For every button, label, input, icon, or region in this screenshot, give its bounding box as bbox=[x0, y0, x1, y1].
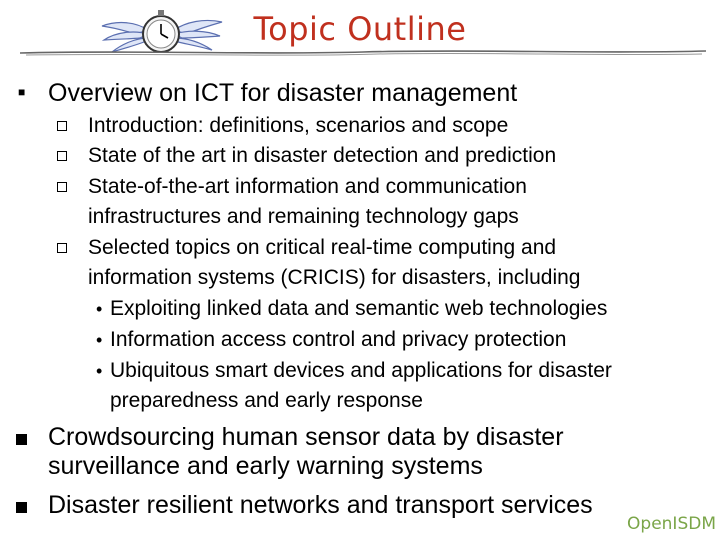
level2-item bbox=[88, 111, 688, 141]
level3-line: Information access control and privacy protection bbox=[110, 328, 567, 351]
dot-bullet-icon: • bbox=[96, 330, 103, 350]
level2-line: State of the art in disaster detection and prediction bbox=[88, 144, 557, 167]
outline-line: Disaster resilient networks and transport services bbox=[48, 491, 593, 519]
level2-item bbox=[88, 141, 688, 171]
title-underline bbox=[18, 44, 708, 60]
square-bullet-icon bbox=[16, 502, 27, 513]
level3-item bbox=[110, 294, 700, 324]
level3-line: Exploiting linked data and semantic web technologies bbox=[110, 297, 608, 320]
outline-line: surveillance and early warning systems bbox=[48, 452, 483, 480]
level3-line: Ubiquitous smart devices and applications for disaster bbox=[110, 359, 612, 382]
slide-title: Topic Outline bbox=[253, 10, 467, 48]
level3-line: preparedness and early response bbox=[110, 389, 423, 412]
hollow-square-bullet-icon bbox=[57, 121, 67, 131]
level2-line: State-of-the-art information and communication bbox=[88, 175, 527, 198]
outline-item-text: Overview on ICT for disaster management bbox=[48, 79, 518, 107]
dot-bullet-icon: • bbox=[96, 361, 103, 381]
square-bullet-icon bbox=[16, 434, 27, 445]
level2-item bbox=[88, 172, 688, 232]
slide-header bbox=[0, 0, 720, 62]
level2-line: Selected topics on critical real-time computing and bbox=[88, 236, 557, 259]
level2-item bbox=[88, 233, 688, 293]
level2-line: Introduction: definitions, scenarios and scope bbox=[88, 114, 509, 137]
outline-item-text bbox=[48, 491, 688, 520]
level3-item bbox=[110, 325, 700, 355]
hollow-square-bullet-icon bbox=[57, 182, 67, 192]
hollow-square-bullet-icon bbox=[57, 243, 67, 253]
hollow-square-bullet-icon bbox=[57, 151, 67, 161]
openisdm-logo: OpenISDM bbox=[627, 514, 716, 534]
section-bullet-icon: ■ bbox=[18, 85, 26, 99]
outline-item-text bbox=[48, 423, 688, 481]
level2-line: information systems (CRICIS) for disasters, including bbox=[88, 266, 581, 289]
outline-line: Crowdsourcing human sensor data by disaster bbox=[48, 423, 564, 451]
level2-line: infrastructures and remaining technology gaps bbox=[88, 205, 519, 228]
level3-item bbox=[110, 356, 700, 416]
dot-bullet-icon: • bbox=[96, 299, 103, 319]
